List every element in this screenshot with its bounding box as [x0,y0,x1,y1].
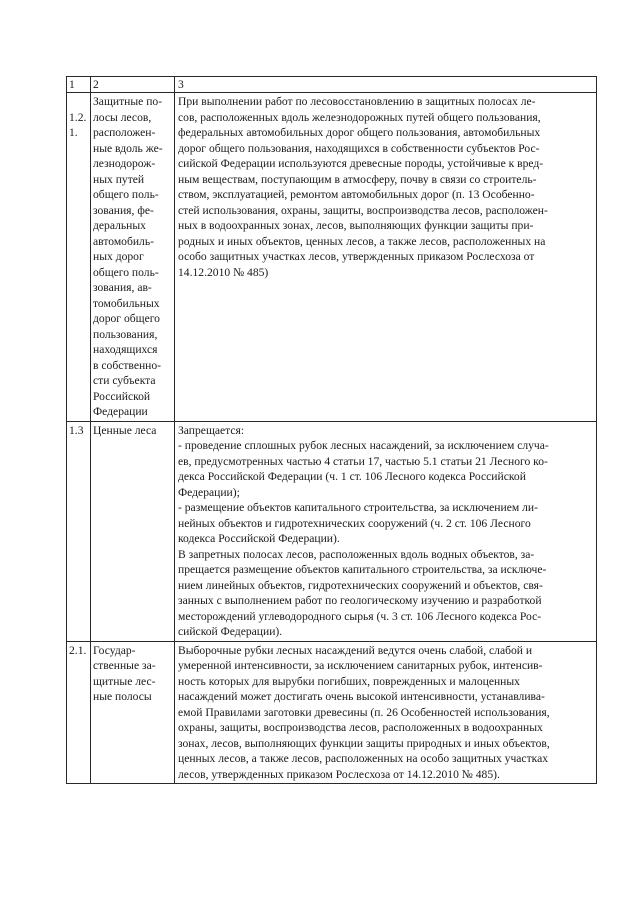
row-text: При выполнении работ по лесовосстановлению в защитных полосах ле- сов, расположенных вдоль железнодорожных путей общего пользования, федеральных автомобильных дорог общего пользования, автомобильных дорог общего пользования, находящихся в собственности субъектов Рос- сийской Федерации используются древесные породы, устойчивые к вред- ным веществам, поступающим в атмосферу, почву в связи со строитель- ством, эксплуатацией, ремонтом автомобильных дорог (п. 13 Особенно- стей использования, охраны, защиты, воспроизводства лесов, расположен- ных в водоохранных зонах, лесов, выполняющих функции защиты при- родных и иных объектов, ценных лесов, а также лесов, расположенных на особо защитных участках лесов, утвержденных приказом Рослесхоза от 14.12.2010 № 485) [178,95,548,279]
row-name-cell [91,421,175,641]
row-text: Выборочные рубки лесных насаждений ведутся очень слабой, слабой и умеренной интенсивности, за исключением санитарных рубок, интенсив- ность которых для вырубки погибших, поврежденных и малоценных насаждений может достигать очень высокой интенсивности, устанавлива- емой Правилами заготовки древесины (п. 26 Особенностей использования, охраны, защиты, воспроизводства лесов, расположенных в водоохранных зонах, лесов, выполняющих функции защиты природных и иных объектов, ценных лесов, а также лесов, расположенных на особо защитных участках лесов, утвержденных приказом Рослесхоза от 14.12.2010 № 485). [178,643,550,781]
row-number: 2.1. [69,643,87,657]
row-number: 1.3 [69,423,84,437]
row-name-cell [91,641,175,784]
row-text-cell [175,421,597,641]
row-number-cell [67,641,91,784]
row-text-cell [175,93,597,422]
row-text-cell [175,641,597,784]
table-header-row [67,77,597,93]
header-cell-3: 3 [175,77,597,93]
row-name: Защитные по- лосы лесов, расположен- ные вдоль же- лезнодорож- ных путей общего поль- зования, фе- деральных автомобиль- ных дорог общего поль- зования, ав- томобильных дорог общего пользования, находящихся в собственно- сти субъекта Российской Федерации [93,95,163,418]
row-name: Ценные леса [93,423,157,437]
header-cell-1: 1 [67,77,91,93]
row-name: Государ- ственные за- щитные лес- ные полосы [93,643,156,703]
regulations-table [66,76,597,784]
table-row [67,421,597,641]
row-text: Запрещается: - проведение сплошных рубок лесных насаждений, за исключением случа- ев, предусмотренных частью 4 статьи 17, частью 5.1 статьи 21 Лесного ко- декса Российской Федерации (ч. 1 ст. 106 Лесного кодекса Российской Федерации); - размещение объектов капитального строительства, за исключением ли- нейных объектов и гидротехнических сооружений (ч. 2 ст. 106 Лесного кодекса Российской Федерации). В запретных полосах лесов, расположенных вдоль водных объектов, за- прещается размещение объектов капитального строительства, за исключе- нием линейных объектов, гидротехнических сооружений и объектов, свя- занных с выполнением работ по геологическому изучению и разработкой месторождений углеводородного сырья (ч. 3 ст. 106 Лесного кодекса Рос- сийской Федерации). [178,423,549,638]
table-row [67,93,597,422]
table-row [67,641,597,784]
row-number-cell [67,421,91,641]
row-number-cell [67,93,91,422]
header-cell-2: 2 [91,77,175,93]
row-name-cell [91,93,175,422]
row-number: 1.2. 1. [69,110,87,139]
